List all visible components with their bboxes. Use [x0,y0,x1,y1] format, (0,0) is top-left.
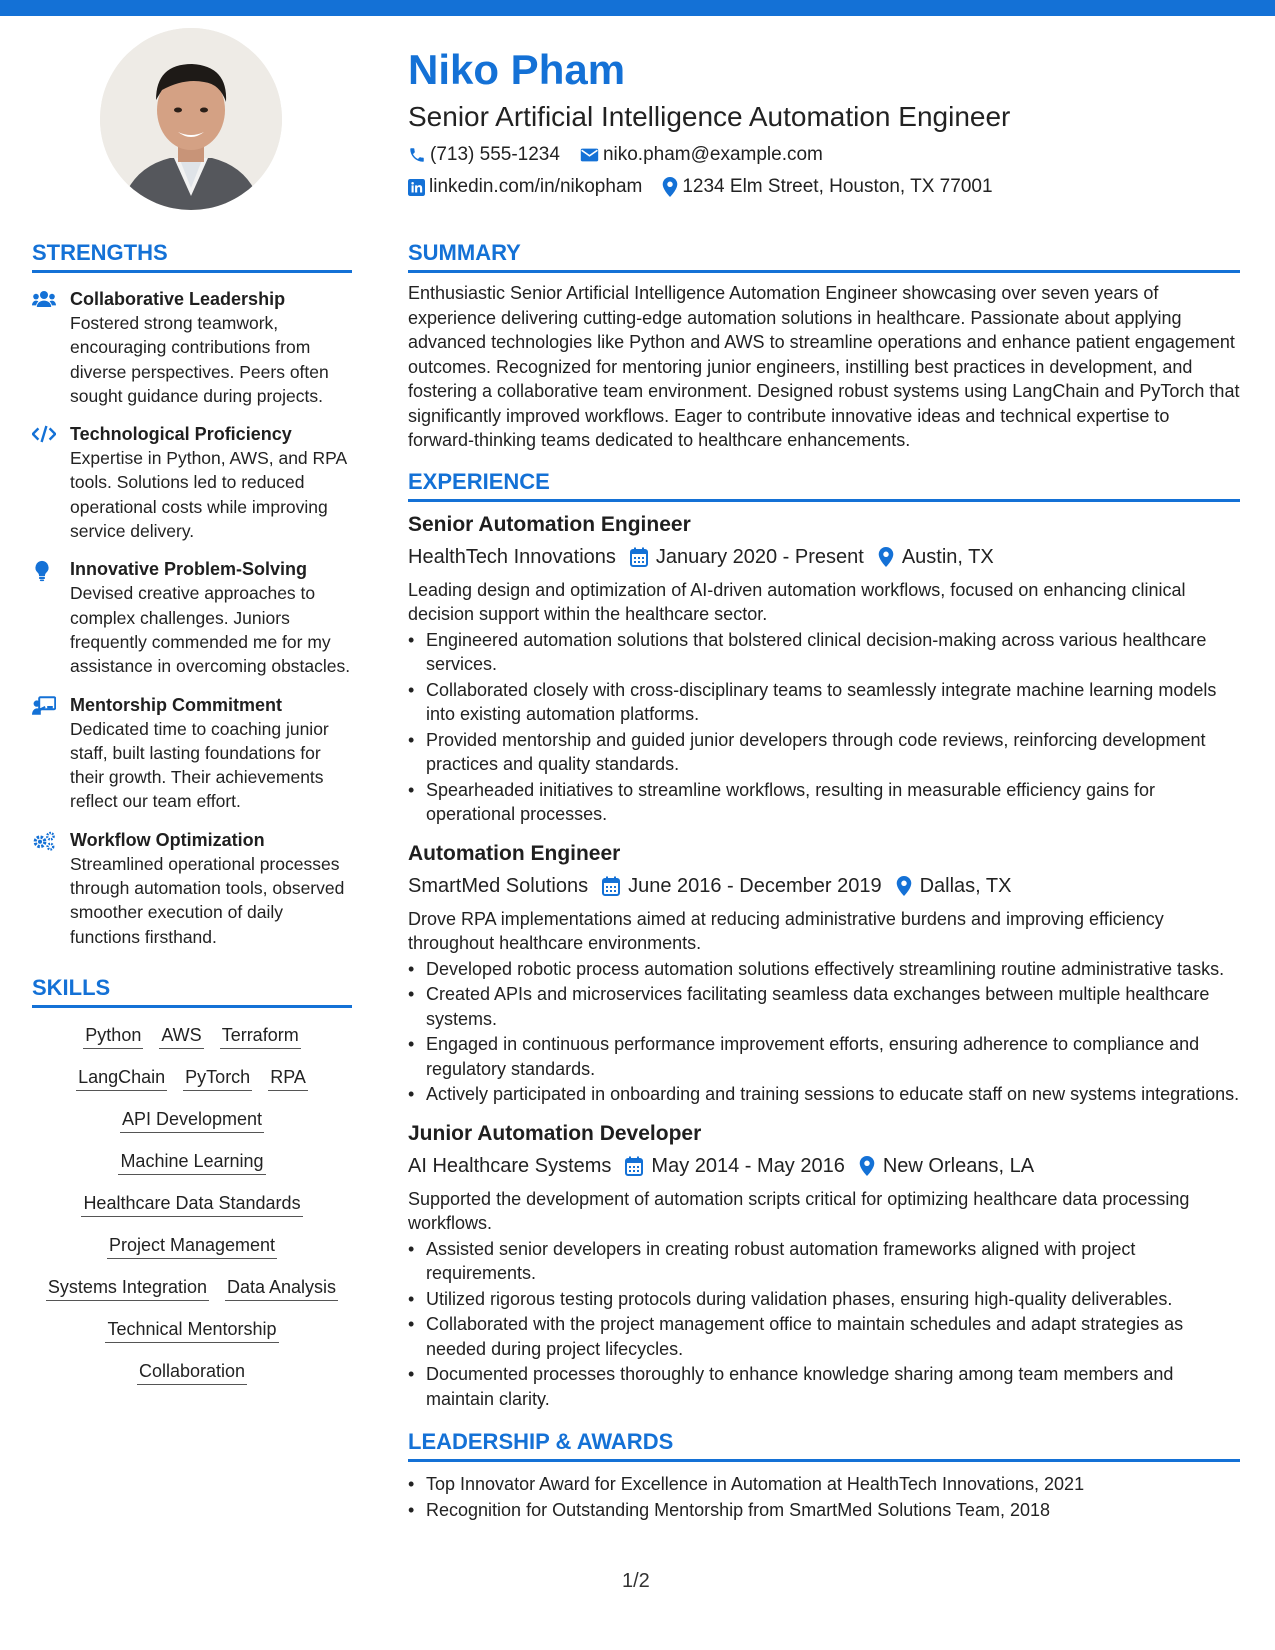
job-dates: January 2020 - Present [655,545,864,568]
skill-tag: Project Management [107,1232,277,1259]
strength-description: Dedicated time to coaching junior staff, built lasting foundations for their growth. Their achievements reflect our team effort. [70,718,329,812]
strength-item [32,422,352,543]
job-entry [408,510,1240,827]
list-item: • Actively participated in onboarding and training sessions to educate staff on new systems integrations. [408,1082,1240,1107]
strength-title: Mentorship Commitment [70,694,283,715]
strength-item [32,287,352,408]
job-location: New Orleans, LA [882,1154,1035,1177]
strength-description: Devised creative approaches to complex challenges. Juniors frequently commended me for my assistance in overcoming obstacles. [70,583,351,677]
strength-title: Collaborative Leadership [70,289,286,309]
job-company: AI Healthcare Systems [408,1154,612,1177]
list-item: • Collaborated with the project management office to maintain schedules and adapt strategies as needed during project lifecycles. [408,1312,1240,1361]
skill-tag: Python [83,1022,143,1049]
calendar-icon [625,1156,643,1176]
calendar-icon [630,547,648,567]
strengths-heading: STRENGTHS [32,238,352,273]
linkedin-contact[interactable] [408,174,642,200]
strength-item [32,693,352,814]
contact-row-1 [408,142,1248,168]
phone-text: (713) 555-1234 [430,144,560,165]
awards-heading: LEADERSHIP & AWARDS [408,1427,1240,1462]
skill-tag: Systems Integration [46,1274,209,1301]
job-bullets [408,957,1240,1107]
page-number: 1/2 [622,1570,650,1592]
list-item: • Documented processes thoroughly to enhance knowledge sharing among team members and maintain clarity. [408,1362,1240,1411]
job-meta [408,542,1240,572]
phone-contact[interactable] [408,142,560,168]
awards-list [408,1472,1240,1522]
strength-title: Workflow Optimization [70,829,265,850]
strength-item [32,557,352,678]
summary-heading: SUMMARY [408,238,1240,273]
skill-tag: PyTorch [183,1064,252,1091]
list-item: • Assisted senior developers in creating robust automation frameworks aligned with project requirements. [408,1237,1240,1286]
skill-tag: Machine Learning [118,1148,265,1175]
job-bullets [408,1237,1240,1412]
left-column [32,238,352,1400]
skills-heading: SKILLS [32,973,352,1008]
linkedin-text: linkedin.com/in/nikopham [429,176,643,197]
envelope-icon [580,147,599,163]
skill-tag: Data Analysis [225,1274,338,1301]
job-entry [408,839,1240,1107]
strength-description: Expertise in Python, AWS, and RPA tools. Solutions led to reduced operational costs while improving service delivery. [70,448,347,542]
candidate-name: Niko Pham [408,46,626,93]
skills-list [32,1022,352,1385]
skill-tag: LangChain [76,1064,167,1091]
map-marker-icon [662,177,678,197]
job-dates: May 2014 - May 2016 [651,1154,845,1177]
job-dates: June 2016 - December 2019 [628,874,882,897]
skill-tag: Collaboration [137,1358,247,1385]
strength-description: Fostered strong teamwork, encouraging contributions from diverse perspectives. Peers often sought guidance during projects. [70,313,329,406]
job-location: Dallas, TX [919,874,1012,897]
phone-icon [408,146,426,164]
candidate-title: Senior Artificial Intelligence Automation Engineer [408,101,1011,132]
job-title: Junior Automation Developer [408,1121,702,1145]
skill-tag: Healthcare Data Standards [81,1190,302,1217]
right-column [408,238,1240,1522]
list-item: • Top Innovator Award for Excellence in Automation at HealthTech Innovations, 2021 [408,1472,1240,1497]
skill-tag: Technical Mentorship [105,1316,278,1343]
list-item: • Engineered automation solutions that bolstered clinical decision-making across various healthcare services. [408,628,1240,677]
address-text: 1234 Elm Street, Houston, TX 77001 [682,176,993,197]
map-marker-icon [878,547,894,567]
job-title: Senior Automation Engineer [408,512,691,536]
skill-tag: Terraform [220,1022,301,1049]
job-bullets [408,628,1240,827]
contact-row-2 [408,174,1248,200]
job-meta [408,871,1240,901]
users-icon [32,290,56,308]
email-text: niko.pham@example.com [602,144,823,165]
cogs-icon [32,831,56,851]
lightbulb-icon [32,560,52,582]
list-item: • Spearheaded initiatives to streamline workflows, resulting in measurable efficiency gains for operational processes. [408,778,1240,827]
strength-title: Innovative Problem-Solving [70,559,308,580]
skill-tag: RPA [268,1064,308,1091]
calendar-icon [602,876,620,896]
job-company: HealthTech Innovations [408,545,616,568]
list-item: • Collaborated closely with cross-disciplinary teams to seamlessly integrate machine learning models into existing automation platforms. [408,678,1240,727]
strength-title: Technological Proficiency [70,424,292,445]
job-title: Automation Engineer [408,841,621,865]
skill-tag: AWS [159,1022,203,1049]
strength-description: Streamlined operational processes through automation tools, observed smoother execution of daily functions firsthand. [70,853,345,947]
email-contact[interactable] [580,142,823,168]
job-description: Leading design and optimization of AI-driven automation workflows, focused on enhancing clinical decision support within the healthcare sector. [408,579,1186,624]
list-item: • Engaged in continuous performance improvement efforts, ensuring adherence to compliance and regulatory standards. [408,1032,1240,1081]
code-icon [32,425,56,443]
list-item: • Developed robotic process automation solutions effectively streamlining routine administrative tasks. [408,957,1240,982]
skill-tag: API Development [120,1106,264,1133]
map-marker-icon [896,876,912,896]
summary-text: Enthusiastic Senior Artificial Intelligence Automation Engineer showcasing over seven years of experience delivering cutting-edge automation solutions in healthcare. Passionate about applying advanced technologies like Python and AWS to streamline operations and enhance patient engagement outcomes. Recognized for mentoring junior engineers, instilling best practices in development, and fostering a collaborative team environment. Designed robust systems using LangChain and PyTorch that significantly improved workflows. Eager to contribute innovative ideas and technical expertise to forward-thinking teams dedicated to healthcare enhancements. [408,283,1240,450]
list-item: • Provided mentorship and guided junior developers through code reviews, reinforcing development practices and quality standards. [408,728,1240,777]
strength-item [32,828,352,949]
map-marker-icon [859,1156,875,1176]
resume-header [408,42,1248,200]
list-item: • Recognition for Outstanding Mentorship from SmartMed Solutions Team, 2018 [408,1498,1240,1523]
experience-heading: EXPERIENCE [408,467,1240,502]
profile-photo [100,28,282,210]
address-contact [662,174,992,200]
chalkboard-teacher-icon [32,696,56,716]
linkedin-icon [408,179,425,196]
list-item: • Utilized rigorous testing protocols during validation phases, ensuring high-quality deliverables. [408,1287,1240,1312]
job-entry [408,1119,1240,1412]
job-description: Drove RPA implementations aimed at reducing administrative burdens and improving efficiency throughout healthcare environments. [408,908,1164,953]
list-item: • Created APIs and microservices facilitating seamless data exchanges between multiple healthcare systems. [408,982,1240,1031]
job-description: Supported the development of automation scripts critical for optimizing healthcare data processing workflows. [408,1188,1190,1233]
job-company: SmartMed Solutions [408,874,589,897]
job-location: Austin, TX [901,545,994,568]
job-meta [408,1151,1240,1181]
top-accent-bar [0,0,1275,16]
